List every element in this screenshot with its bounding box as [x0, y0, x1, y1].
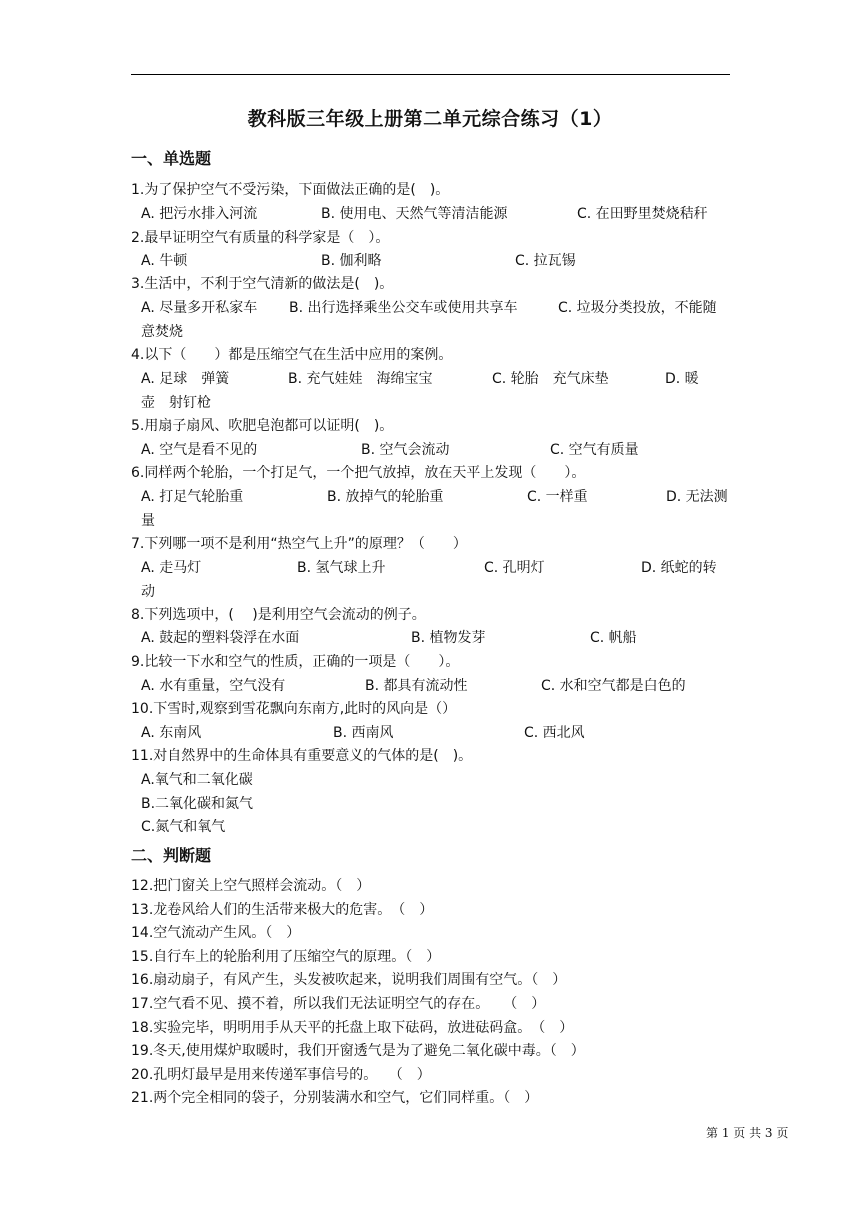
option-d[interactable]: D. 纸蛇的转 — [641, 560, 717, 576]
option-c[interactable]: C. 垃圾分类投放，不能随 — [558, 300, 717, 316]
option-c[interactable]: C. 拉瓦锡 — [515, 253, 576, 269]
question-3-options — [141, 298, 741, 318]
option-a[interactable]: A. 打足气轮胎重 — [141, 489, 244, 505]
question-11: 11.对自然界中的生命体具有重要意义的气体的是( )。 — [131, 748, 473, 764]
question-4-options — [141, 369, 741, 389]
option-b[interactable]: B. 伽利略 — [321, 253, 382, 269]
judge-question-18: 18.实验完毕，明明用手从天平的托盘上取下砝码，放进砝码盒。 （ ） — [131, 1020, 574, 1036]
question-8: 8.下列选项中，( )是利用空气会流动的例子。 — [131, 607, 426, 623]
page-title: 教科版三年级上册第二单元综合练习（1） — [247, 108, 613, 130]
question-9-options — [141, 676, 741, 696]
option-b[interactable]: B.二氧化碳和氮气 — [141, 796, 254, 812]
question-10-options — [141, 723, 741, 743]
question-4: 4.以下（ ）都是压缩空气在生活中应用的案例。 — [131, 347, 453, 363]
page-number: 第 1 页 共 3 页 — [706, 1126, 789, 1140]
option-continuation: 量 — [141, 513, 155, 529]
section-heading-single-choice: 一、单选题 — [131, 149, 212, 168]
question-9: 9.比较一下水和空气的性质，正确的一项是（ ）。 — [131, 654, 460, 670]
option-b[interactable]: B. 使用电、天然气等清洁能源 — [321, 206, 508, 222]
question-5-options — [141, 440, 741, 460]
question-2: 2.最早证明空气有质量的科学家是（ ）。 — [131, 230, 390, 246]
option-c[interactable]: C. 西北风 — [524, 725, 585, 741]
option-continuation: 意焚烧 — [141, 324, 183, 340]
question-1: 1.为了保护空气不受污染，下面做法正确的是( )。 — [131, 182, 450, 198]
judge-question-14: 14.空气流动产生风。（ ） — [131, 925, 301, 941]
option-b[interactable]: B. 氢气球上升 — [297, 560, 386, 576]
option-b[interactable]: B. 植物发芽 — [411, 630, 486, 646]
option-b[interactable]: B. 放掉气的轮胎重 — [327, 489, 444, 505]
question-10: 10.下雪时,观察到雪花飘向东南方,此时的风向是（） — [131, 701, 457, 717]
question-6-options — [141, 487, 741, 507]
option-continuation: 动 — [141, 584, 155, 600]
option-b[interactable]: B. 空气会流动 — [361, 442, 450, 458]
option-c[interactable]: C. 在田野里焚烧秸秆 — [577, 206, 708, 222]
section-heading-true-false: 二、判断题 — [131, 846, 212, 865]
option-a[interactable]: A. 走马灯 — [141, 560, 202, 576]
option-c[interactable]: C.氮气和氧气 — [141, 819, 226, 835]
option-d[interactable]: D. 暖 — [665, 371, 699, 387]
judge-question-20: 20.孔明灯最早是用来传递军事信号的。 （ ） — [131, 1067, 431, 1083]
option-b[interactable]: B. 出行选择乘坐公交车或使用共享车 — [289, 300, 518, 316]
judge-question-12: 12.把门窗关上空气照样会流动。（ ） — [131, 878, 371, 894]
option-c[interactable]: C. 空气有质量 — [550, 442, 639, 458]
option-continuation: 壶 射钉枪 — [141, 395, 211, 411]
option-a[interactable]: A. 把污水排入河流 — [141, 206, 258, 222]
question-6: 6.同样两个轮胎，一个打足气，一个把气放掉，放在天平上发现（ ）。 — [131, 465, 586, 481]
option-a[interactable]: A. 空气是看不见的 — [141, 442, 258, 458]
option-c[interactable]: C. 水和空气都是白色的 — [541, 678, 686, 694]
option-b[interactable]: B. 都具有流动性 — [365, 678, 468, 694]
option-a[interactable]: A. 水有重量，空气没有 — [141, 678, 286, 694]
option-c[interactable]: C. 一样重 — [527, 489, 588, 505]
option-d[interactable]: D. 无法测 — [666, 489, 728, 505]
option-a[interactable]: A. 足球 弹簧 — [141, 371, 230, 387]
question-7-options — [141, 558, 741, 578]
question-2-options — [141, 251, 741, 271]
header-rule — [131, 74, 730, 75]
question-3: 3.生活中，不利于空气清新的做法是( )。 — [131, 276, 394, 292]
option-a[interactable]: A. 东南风 — [141, 725, 202, 741]
judge-question-21: 21.两个完全相同的袋子，分别装满水和空气，它们同样重。（ ） — [131, 1090, 539, 1106]
option-a[interactable]: A. 鼓起的塑料袋浮在水面 — [141, 630, 300, 646]
judge-question-13: 13.龙卷风给人们的生活带来极大的危害。 （ ） — [131, 902, 434, 918]
option-c[interactable]: C. 轮胎 充气床垫 — [492, 371, 609, 387]
option-b[interactable]: B. 西南风 — [333, 725, 394, 741]
option-c[interactable]: C. 孔明灯 — [484, 560, 545, 576]
option-a[interactable]: A. 尽量多开私家车 — [141, 300, 258, 316]
option-b[interactable]: B. 充气娃娃 海绵宝宝 — [288, 371, 433, 387]
question-8-options — [141, 628, 741, 648]
judge-question-17: 17.空气看不见、摸不着，所以我们无法证明空气的存在。 （ ） — [131, 996, 546, 1012]
option-c[interactable]: C. 帆船 — [590, 630, 637, 646]
question-5: 5.用扇子扇风、吹肥皂泡都可以证明( )。 — [131, 418, 394, 434]
judge-question-16: 16.扇动扇子，有风产生，头发被吹起来，说明我们周围有空气。（ ） — [131, 972, 567, 988]
judge-question-19: 19.冬天,使用煤炉取暖时，我们开窗透气是为了避免二氧化碳中毒。（ ） — [131, 1043, 585, 1059]
option-a[interactable]: A.氧气和二氧化碳 — [141, 772, 253, 788]
question-7: 7.下列哪一项不是利用“热空气上升”的原理？（ ） — [131, 536, 467, 552]
option-a[interactable]: A. 牛顿 — [141, 253, 188, 269]
judge-question-15: 15.自行车上的轮胎利用了压缩空气的原理。（ ） — [131, 949, 441, 965]
question-1-options — [141, 204, 741, 224]
